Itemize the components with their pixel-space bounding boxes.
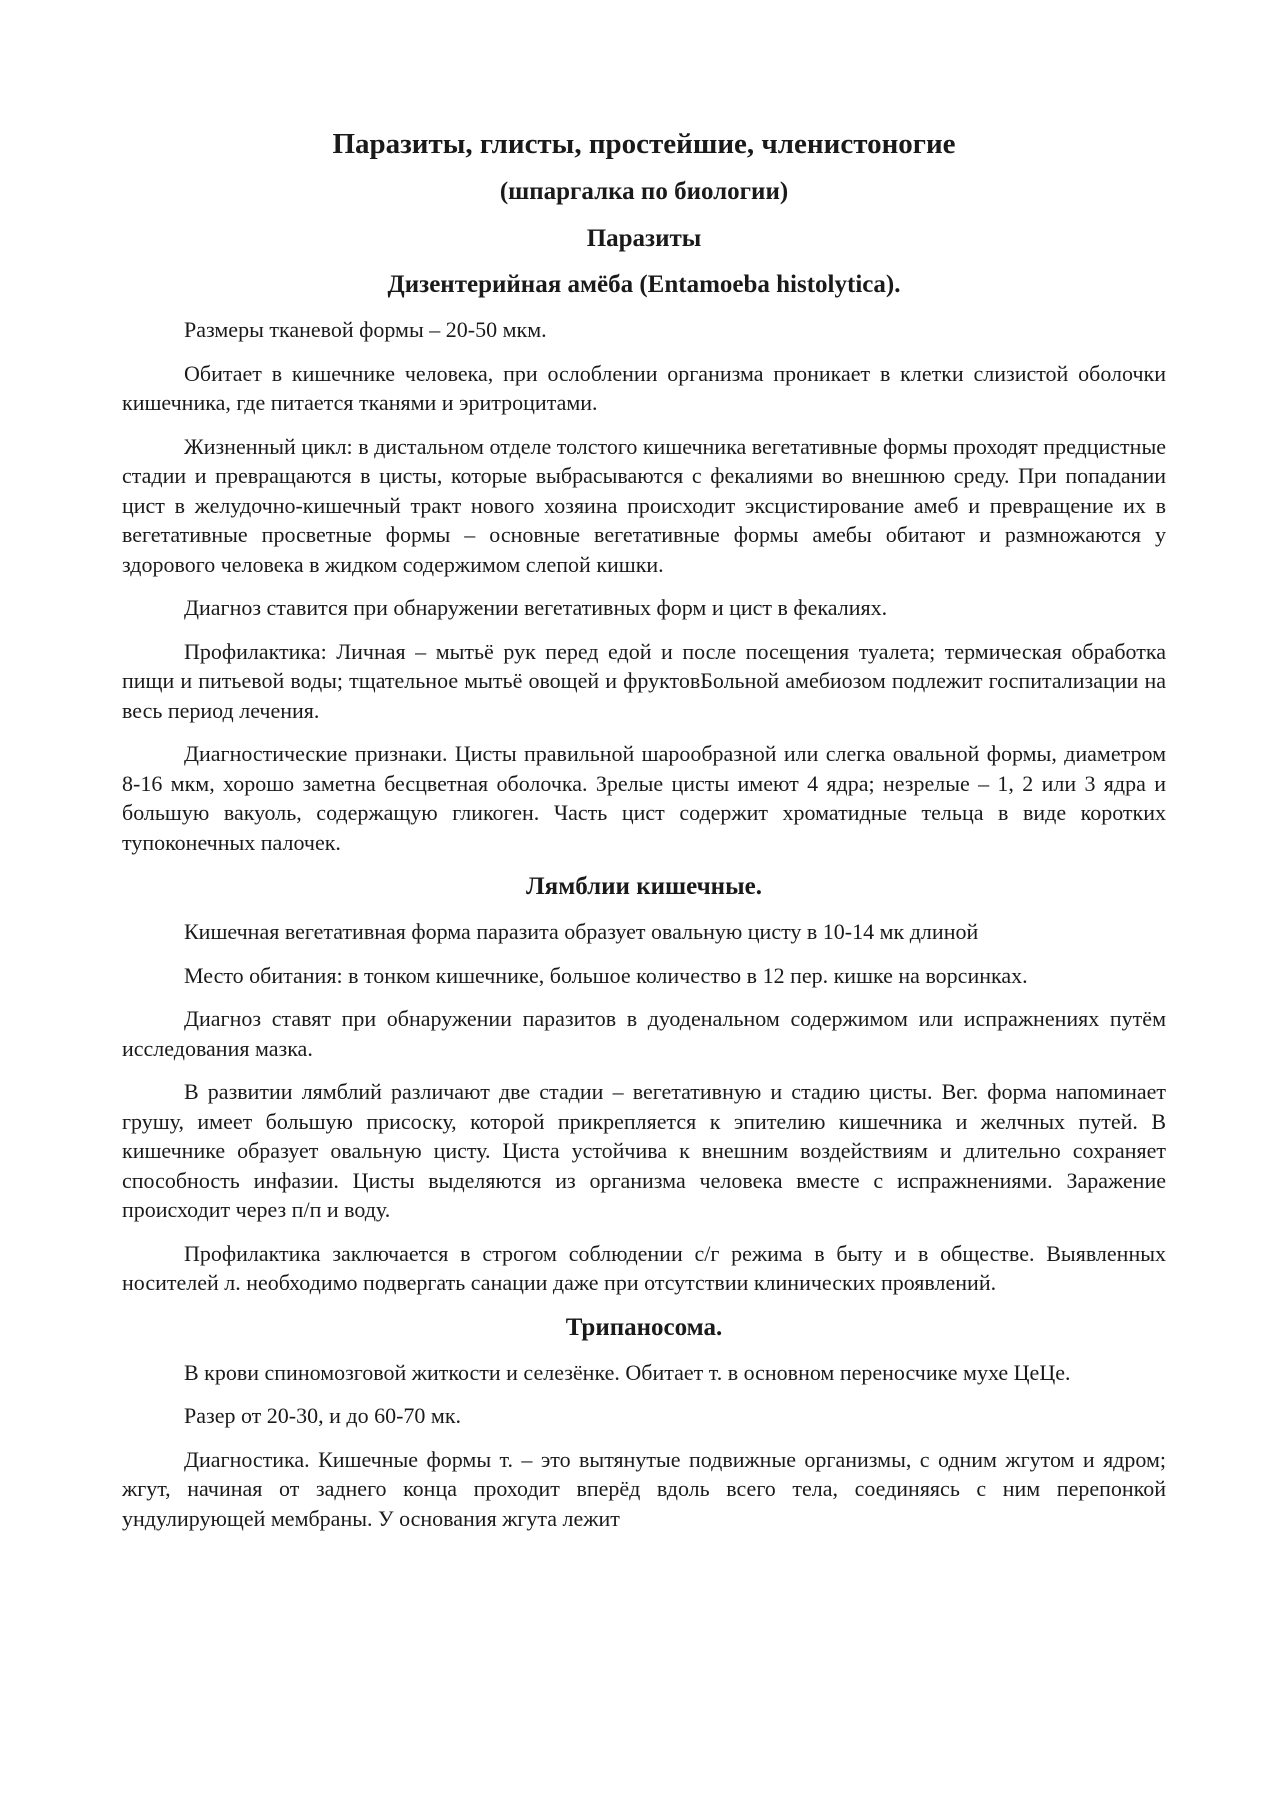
paragraph: Диагностические признаки. Цисты правильной шарообразной или слегка овальной формы, диаметром 8-16 мкм, хорошо заметна бесцветная оболочка. Зрелые цисты имеют 4 ядра; незрелые – 1, 2 или 3 ядра и большую вакуоль, содержащую гликоген. Часть цист содержит хроматидные тельца в виде коротких тупоконечных палочек. [122, 741, 1166, 855]
section-title: Паразиты [586, 225, 702, 252]
document-page [122, 118, 1166, 1547]
paragraph: В развитии лямблий различают две стадии – вегетативную и стадию цисты. Вег. форма напоминает грушу, имеет большую присоску, которой прикрепляется к эпителию кишечника и желчных путей. В кишечнике образует овальную цисту. Циста устойчива к внешним воздействиям и длительно сохраняет способность инфазии. Цисты выделяются из организма человека вместе с испражнениями. Заражение происходит через п/п и воду. [122, 1079, 1166, 1222]
paragraph: Диагноз ставят при обнаружении паразитов в дуоденальном содержимом или испражнениях путём исследования мазка. [122, 1006, 1166, 1061]
document-subtitle: (шпаргалка по биологии) [499, 178, 789, 205]
section-heading-giardia: Лямблии кишечные. [526, 873, 762, 900]
paragraph: Профилактика заключается в строгом соблюдении с/г режима в быту и в обществе. Выявленных носителей л. необходимо подвергать санации даже при отсутствии клинических проявлений. [122, 1240, 1166, 1295]
paragraph: Диагностика. Кишечные формы т. – это вытянутые подвижные организмы, с одним жгутом и ядром; жгут, начиная от заднего конца проходит вперёд вдоль всего тела, соединяясь с ним перепонкой ундулирующей мембраны. У основания жгута лежит [122, 1446, 1166, 1531]
paragraph: Кишечная вегетативная форма паразита образует овальную цисту в 10-14 мк длиной [184, 919, 979, 944]
section-heading-trypanosoma: Трипаносома. [565, 1313, 723, 1341]
paragraph: Диагноз ставится при обнаружении вегетативных форм и цист в фекалиях. [184, 595, 888, 620]
paragraph: Обитает в кишечнике человека, при ослоблении организма проникает в клетки слизистой оболочки кишечника, где питается тканями и эритроцитами. [122, 360, 1166, 415]
paragraph: Разер от 20-30, и до 60-70 мк. [184, 1403, 462, 1428]
paragraph: В крови спиномозговой житкости и селезёнке. Обитает т. в основном переносчике мухе ЦеЦе. [184, 1359, 1071, 1385]
paragraph: Место обитания: в тонком кишечнике, большое количество в 12 пер. кишке на ворсинках. [184, 962, 1028, 988]
section-heading-amoeba: Дизентерийная амёба (Entamoeba histolytica). [387, 271, 901, 298]
paragraph: Профилактика: Личная – мытьё рук перед едой и после посещения туалета; термическая обработка пищи и питьевой воды; тщательное мытьё овощей и фруктовБольной амебиозом подлежит госпитализации на весь период лечения. [122, 638, 1166, 723]
paragraph: Жизненный цикл: в дистальном отделе толстого кишечника вегетативные формы проходят предцистные стадии и превращаются в цисты, которые выбрасываются с фекалиями во внешнюю среду. При попадании цист в желудочно-кишечный тракт нового хозяина происходит эксцистирование амеб и превращение их в вегетативные просветные формы – основные вегетативные формы амебы обитают и размножаются у здорового человека в жидком содержимом слепой кишки. [122, 433, 1166, 577]
paragraph: Размеры тканевой формы – 20-50 мкм. [184, 317, 547, 342]
document-title: Паразиты, глисты, простейшие, членистоногие [332, 128, 956, 160]
